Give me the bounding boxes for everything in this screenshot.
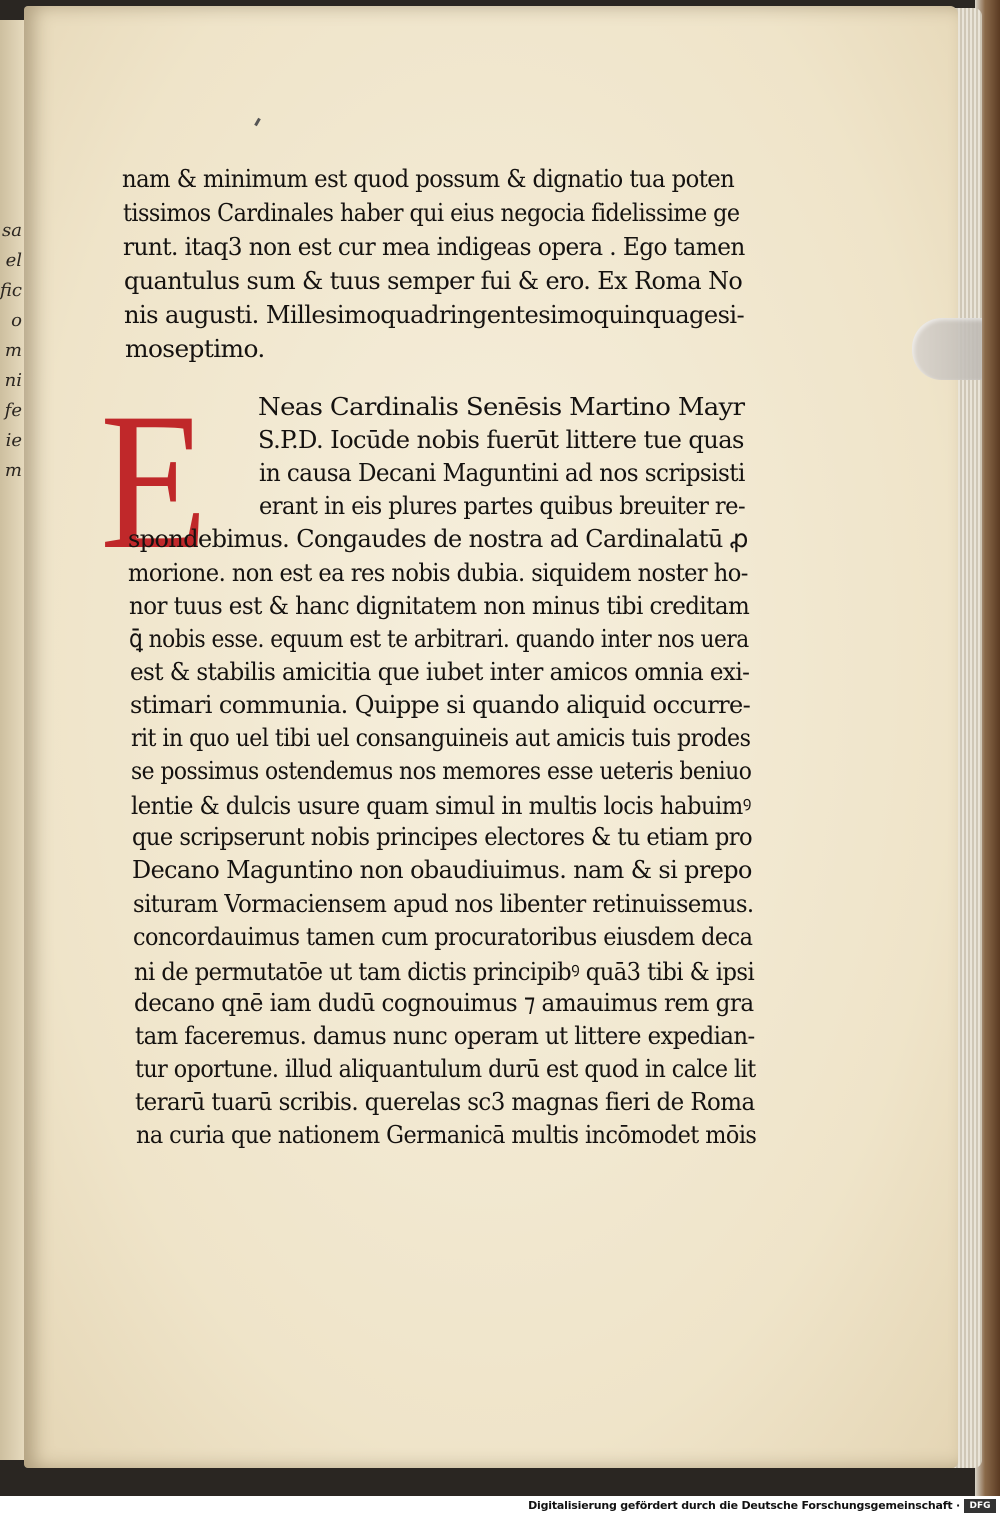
left-page-fragment: ie (5, 430, 22, 451)
paragraph-2-line: erant in eis plures partes quibus breuiter re- (259, 491, 746, 521)
paragraph-2-line: rit in quo uel tibi uel consanguineis aut amicis tuis prodes (130, 723, 750, 752)
paragraph-2-line: na curia que nationem Germanicā multis incōmodet mōis (135, 1120, 757, 1150)
paragraph-2-line: stimari communia. Quippe si quando aliquid occurre- (130, 689, 751, 719)
paragraph-2-line: S.P.D. Iocūde nobis fuerūt littere tue quas (258, 425, 745, 455)
paragraph-2-line: terarū tuarū scribis. querelas sc3 magnas fieri de Roma (135, 1087, 755, 1117)
left-page-fragment: sa (2, 220, 22, 241)
paragraph-2-line: est & stabilis amicitia que iubet inter amicos omnia exi- (129, 656, 749, 686)
page-clip (912, 318, 982, 380)
paragraph-2-line: lentie & dulcis usure quam simul in multis locis habuimꝰ (131, 791, 752, 821)
left-page-fragment: ni (4, 370, 22, 391)
paragraph-2-line: situram Vormaciensem apud nos libenter retinuissemus. (132, 888, 754, 918)
paragraph-1-line: quantulus sum & tuus semper fui & ero. Ex Roma No (123, 266, 743, 295)
paragraph-1-line: runt. itaq3 non est cur mea indigeas opera . Ego tamen (123, 232, 745, 261)
paragraph-1-line: nam & minimum est quod possum & dignatio tua poten (122, 164, 735, 193)
footer-bar (0, 1496, 1000, 1517)
left-page-fragment: fe (4, 400, 22, 421)
paragraph-2-line: decano qnē iam dudū cognouimus ⁊ amauimus rem gra (134, 987, 754, 1017)
paragraph-1-line: tissimos Cardinales haber qui eius negocia fidelissime ge (122, 198, 740, 227)
paragraph-2-line: spondebimus. Congaudes de nostra ad Cardinalatū ꝓ (127, 524, 748, 554)
paragraph-2-line: morione. non est ea res nobis dubia. siquidem noster ho- (128, 557, 749, 587)
paragraph-2-line: ꝗ̄ nobis esse. equum est te arbitrari. quando inter nos uera (129, 623, 749, 653)
paragraph-2-line: tur oportune. illud aliquantulum durū est quod in calce lit (135, 1054, 756, 1083)
paragraph-1-line: moseptimo. (125, 334, 265, 363)
paragraph-2-line: ni de permutatōe ut tam dictis principibꝰ quā3 tibi & ipsi (133, 956, 754, 986)
paragraph-2-line: Decano Maguntino non obaudiuimus. nam & si prepo (132, 855, 753, 885)
paragraph-2-line: se possimus ostendemus nos memores esse ueteris beniuo (130, 756, 752, 786)
footer-credit: Digitalisierung gefördert durch die Deutsche Forschungsgemeinschaft · (528, 1499, 960, 1512)
paragraph-2-line: tam faceremus. damus nunc operam ut littere expedian- (134, 1020, 755, 1050)
paragraph-2-line: nor tuus est & hanc dignitatem non minus tibi creditam (128, 590, 749, 620)
left-page-fragment: fic (0, 280, 22, 301)
paragraph-2-line: que scripserunt nobis principes electores & tu etiam pro (131, 822, 752, 852)
left-page-fragment: o (11, 310, 22, 331)
paragraph-2-line: in causa Decani Maguntini ad nos scripsisti (258, 458, 745, 488)
dfg-logo: DFG (964, 1499, 996, 1513)
paragraph-2-line: Neas Cardinalis Senēsis Martino Mayr (258, 392, 745, 421)
paragraph-1-line: nis augusti. Millesimoquadringentesimoquinquagesi- (124, 300, 745, 329)
left-page-fragment: m (4, 460, 22, 481)
left-page-fragment: el (5, 250, 22, 271)
rubric-initial: E (100, 373, 208, 590)
left-page-fragment: m (4, 340, 22, 361)
paragraph-2-line: concordauimus tamen cum procuratoribus eiusdem deca (133, 921, 753, 951)
